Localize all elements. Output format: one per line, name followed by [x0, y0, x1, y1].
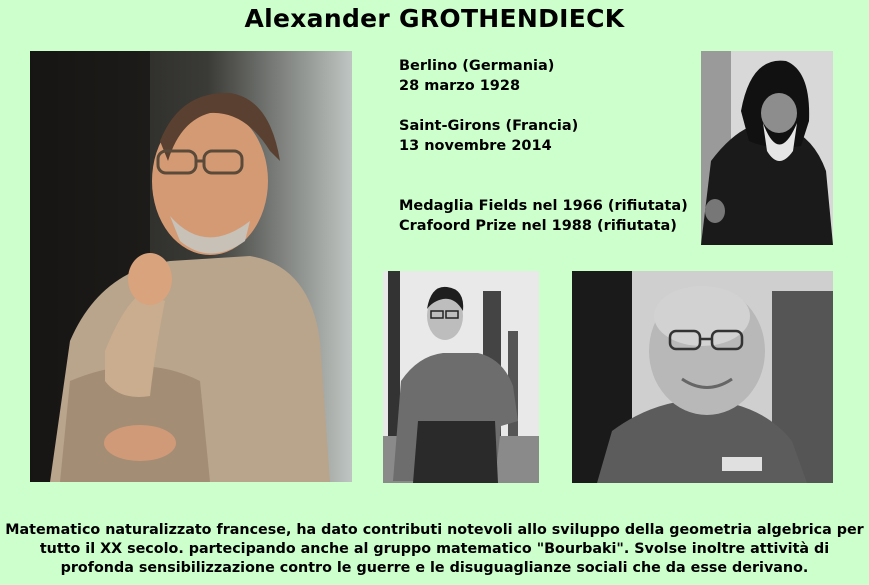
description-line: Matematico naturalizzato francese, ha dato contributi notevoli allo sviluppo della geometria algebrica per [5, 522, 864, 538]
page-title: Alexander GROTHENDIECK [244, 4, 625, 33]
birth-date: 28 marzo 1928 [399, 78, 521, 94]
description [0, 521, 869, 578]
portrait-photo-hooded-elderly [701, 51, 833, 245]
description-line: tutto il XX secolo. partecipando anche al gruppo matematico "Bourbaki". Svolse inoltre attività di [39, 541, 830, 557]
description-line: profonda sensibilizzazione contro le guerre e le disuguaglianze sociali che da esse derivano. [60, 560, 809, 576]
death-place: Saint-Girons (Francia) [399, 118, 579, 134]
portrait-photo-older-color [30, 51, 352, 482]
portrait-photo-bald-smiling [572, 271, 833, 483]
award-fields: Medaglia Fields nel 1966 (rifiutata) [399, 198, 688, 214]
death-info [399, 116, 578, 156]
awards-list [399, 196, 688, 236]
award-crafoord: Crafoord Prize nel 1988 (rifiutata) [399, 218, 677, 234]
birth-info [399, 56, 554, 96]
death-date: 13 novembre 2014 [399, 138, 552, 154]
birth-place: Berlino (Germania) [399, 58, 555, 74]
portrait-photo-young [383, 271, 539, 483]
